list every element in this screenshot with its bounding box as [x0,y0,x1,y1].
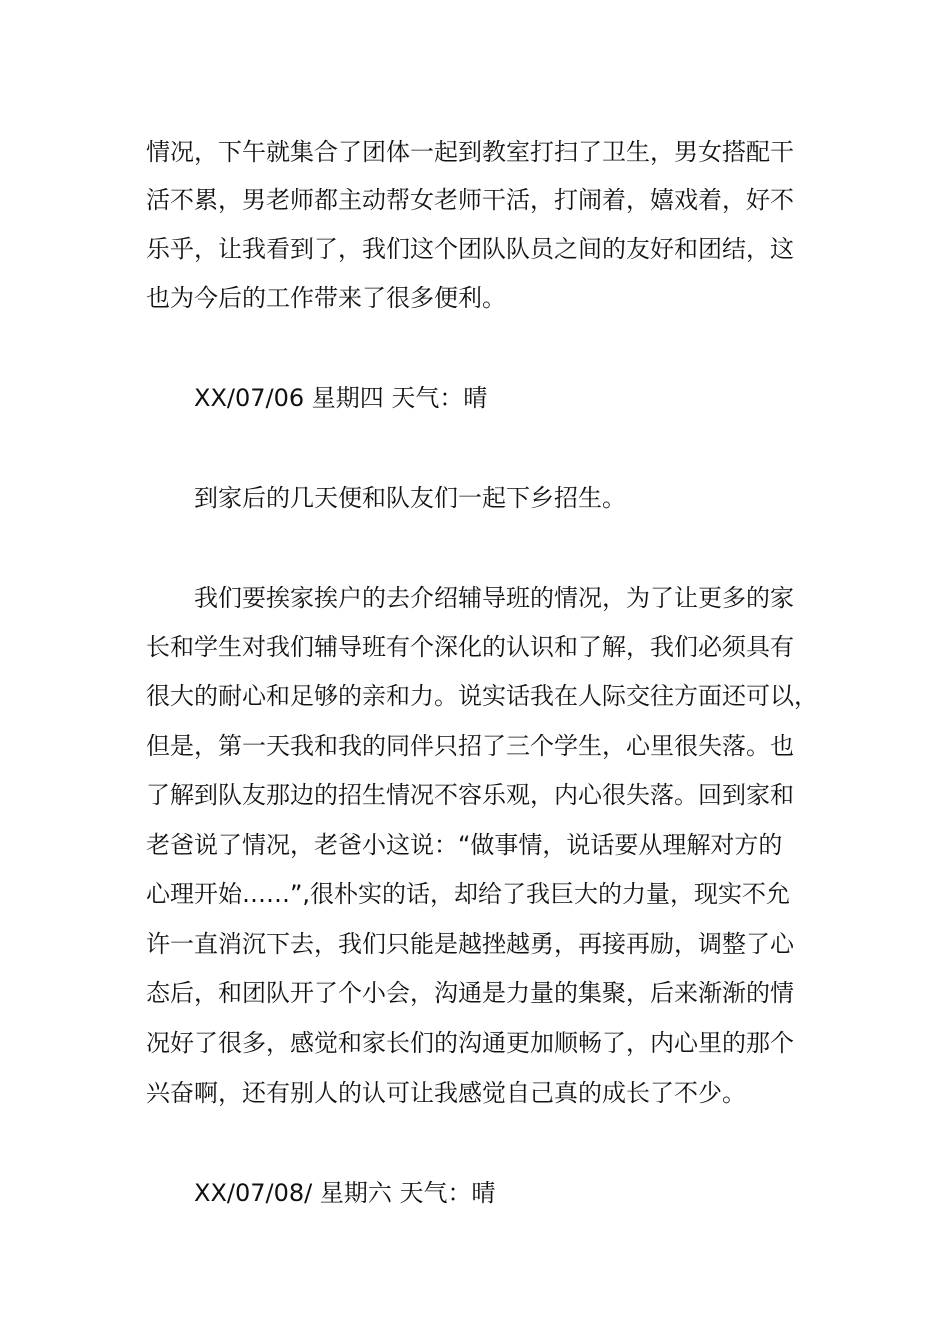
paragraph-line: 许一直消沉下去，我们只能是越挫越勇，再接再励，调整了心 [146,930,794,958]
paragraph-line: 很大的耐心和足够的亲和力。说实话我在人际交往方面还可以， [146,682,818,710]
paragraph-line: 老爸说了情况，老爸小这说：“做事情，说话要从理解对方的 [146,831,783,859]
paragraph-line: 但是，第一天我和我的同伴只招了三个学生，心里很失落。也 [146,732,794,760]
paragraph-line: 况好了很多，感觉和家长们的沟通更加顺畅了，内心里的那个 [146,1029,794,1057]
paragraph-line: 也为今后的工作带来了很多便利。 [146,284,506,312]
paragraph-line: 乐乎，让我看到了，我们这个团队队员之间的友好和团结，这 [146,235,794,263]
diary-date-heading: XX/07/06 星期四 天气：晴 [194,384,488,412]
paragraph-line: 我们要挨家挨户的去介绍辅导班的情况，为了让更多的家 [194,584,794,612]
paragraph-line: 了解到队友那边的招生情况不容乐观，内心很失落。回到家和 [146,781,794,809]
paragraph-line: 态后，和团队开了个小会，沟通是力量的集聚，后来渐渐的情 [146,979,794,1007]
diary-date-heading: XX/07/08/ 星期六 天气：晴 [194,1179,496,1207]
paragraph-line: 长和学生对我们辅导班有个深化的认识和了解，我们必须具有 [146,633,794,661]
paragraph-line: 活不累，男老师都主动帮女老师干活，打闹着，嬉戏着，好不 [146,186,794,214]
paragraph-line: 心理开始……”,很朴实的话，却给了我巨大的力量，现实不允 [146,880,791,908]
paragraph-line: 兴奋啊，还有别人的认可让我感觉自己真的成长了不少。 [146,1079,746,1107]
paragraph-line: 情况，下午就集合了团体一起到教室打扫了卫生，男女搭配干 [146,138,794,166]
paragraph-line: 到家后的几天便和队友们一起下乡招生。 [194,484,626,512]
